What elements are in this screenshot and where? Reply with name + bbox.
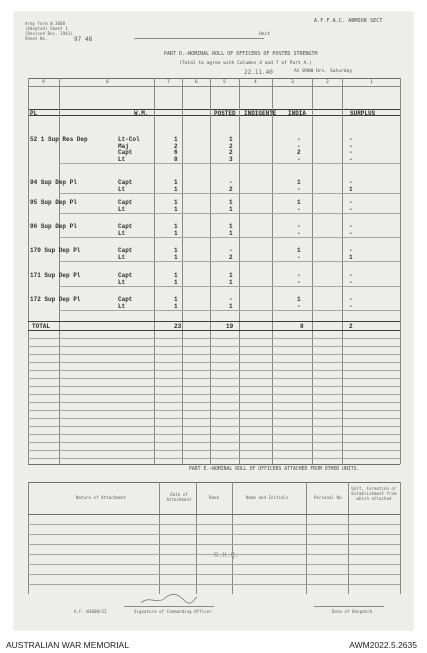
posted-value: 1: [229, 136, 233, 143]
column-number: 5: [223, 80, 226, 85]
column-number: 2: [326, 80, 329, 85]
wm-value: 1: [174, 296, 178, 303]
posted-value: 2: [229, 185, 233, 193]
indigente-value: -: [297, 155, 301, 163]
posted-value: 3: [229, 155, 233, 163]
indigente-value: 1: [297, 179, 301, 186]
ruled-line: [28, 354, 400, 355]
indigente-value: -: [297, 185, 301, 193]
unit-name: 95 Sup Dep Pl: [30, 199, 77, 206]
officer-rank: Lt: [118, 185, 126, 193]
wm-value: 1: [174, 247, 178, 254]
date-of-despatch-label: Date of Despatch: [332, 609, 373, 614]
posted-value: 1: [229, 302, 233, 310]
indigente-value: 1: [297, 247, 301, 254]
surplus-value: -: [349, 229, 353, 237]
officer-rank: Capt: [118, 247, 133, 254]
unit-name: 172 Sup Dep Pl: [30, 296, 81, 303]
officer-rank: Lt-Col: [118, 136, 140, 143]
wm-value: 6: [174, 149, 178, 157]
part-e-title: PART E.—NOMINAL ROLL OF OFFICERS ATTACHED FROM OTHER UNITS.: [189, 467, 360, 472]
header-surplus: SURPLUS: [350, 110, 376, 117]
ruled-line: [28, 434, 400, 435]
wm-value: 1: [174, 136, 178, 143]
posted-value: 1: [229, 278, 233, 286]
column-number: 8: [106, 80, 109, 85]
footer-institution: AUSTRALIAN WAR MEMORIAL: [6, 640, 129, 650]
officer-rank: Capt: [118, 179, 133, 186]
posted-value: 1: [229, 205, 233, 213]
indigente-value: -: [297, 223, 301, 230]
indigente-value: -: [297, 302, 301, 310]
posted-value: -: [229, 296, 233, 303]
ruled-line: [28, 534, 400, 535]
faint-stamp: G.H.Q.: [214, 552, 240, 560]
part-e-col-personal: Personal No.: [314, 495, 345, 500]
ruled-line: [28, 564, 400, 565]
officer-rank: Lt: [118, 155, 126, 163]
surplus-value: -: [349, 205, 353, 213]
part-d-subtitle: (Total to agree with Columns 4 and 7 of Part A.): [179, 61, 312, 66]
posted-value: 2: [229, 149, 233, 157]
wm-value: 1: [174, 185, 178, 193]
indigente-value: -: [297, 278, 301, 286]
wm-value: 2: [174, 142, 178, 150]
army-form-line2: (Adopted) Sheet 1: [25, 26, 68, 31]
part-e-col-nature: Nature of Attachment: [76, 495, 127, 500]
officer-rank: Lt: [118, 229, 126, 237]
indigente-value: -: [297, 229, 301, 237]
handwritten-number: 97 48: [74, 36, 93, 43]
ruled-line: [28, 584, 400, 585]
form-code: A.F. W3008/22: [74, 609, 107, 614]
total-wm: 23: [174, 323, 182, 330]
officer-rank: Capt: [118, 199, 133, 206]
ruled-line: [28, 362, 400, 363]
posted-value: 1: [229, 272, 233, 279]
unit-label: Unit: [259, 32, 271, 37]
indigente-value: -: [297, 272, 301, 279]
wm-value: 8: [174, 155, 178, 163]
officer-rank: Capt: [118, 272, 133, 279]
posted-value: 1: [229, 223, 233, 230]
surplus-value: 1: [349, 253, 353, 261]
header-india: INDIA: [288, 110, 307, 117]
column-number: 6: [195, 80, 198, 85]
ruled-line: [28, 386, 400, 387]
row-divider: [59, 310, 400, 311]
part-e-col-date: Date of Attachment: [166, 492, 192, 502]
surplus-value: -: [349, 199, 353, 206]
army-form-line1: Army Form W.3008: [25, 21, 66, 26]
header-stamp: A.F.F.A.C. ARMOUR SECT: [314, 18, 383, 24]
wm-value: 1: [174, 302, 178, 310]
column-number: 9: [42, 80, 45, 85]
surplus-value: -: [349, 272, 353, 279]
ruled-line: [28, 346, 400, 347]
part-d-title: PART D.—NOMINAL ROLL OF OFFICERS OF POSTED STRENGTH: [164, 51, 318, 57]
ruled-line: [28, 458, 400, 459]
column-number: 7: [167, 80, 170, 85]
wm-value: 1: [174, 272, 178, 279]
date-line: At 0900 Hrs. Saturday: [294, 69, 353, 74]
surplus-value: -: [349, 247, 353, 254]
posted-value: -: [229, 247, 233, 254]
indigente-value: -: [297, 142, 301, 150]
ruled-line: [28, 524, 400, 525]
wm-value: 1: [174, 179, 178, 186]
posted-value: 1: [229, 229, 233, 237]
wm-value: 1: [174, 199, 178, 206]
unit-name: 52 1 Sup Res Dep: [30, 136, 88, 143]
part-e-col-rank: Rank: [209, 495, 220, 500]
surplus-value: -: [349, 179, 353, 186]
row-divider: [59, 286, 400, 287]
total-posted: 19: [226, 323, 234, 330]
ruled-line: [28, 450, 400, 451]
posted-value: 1: [229, 199, 233, 206]
signature-label: Signature of Commanding Officer: [134, 609, 212, 614]
wm-value: 1: [174, 278, 178, 286]
column-number: 1: [370, 80, 373, 85]
header-wm: W.M.: [134, 110, 149, 117]
army-form-line4: Sheet No.: [25, 36, 48, 41]
column-number: 3: [291, 80, 294, 85]
form-sheet: [14, 12, 413, 630]
row-divider: [59, 193, 400, 194]
part-e-col-unit: Unit, Formation or Establishment from which attached: [351, 486, 397, 501]
officer-rank: Lt: [118, 302, 126, 310]
ruled-line: [28, 544, 400, 545]
signature-scribble: [139, 592, 199, 606]
officer-rank: Lt: [118, 278, 126, 286]
officer-rank: Capt: [118, 149, 133, 157]
ruled-line: [28, 410, 400, 411]
indigente-value: -: [297, 205, 301, 213]
army-form-line3: (Revised Dec. 1943): [25, 31, 73, 36]
officer-rank: Maj: [118, 142, 129, 150]
unit-name: 170 Sup Dep Pl: [30, 247, 81, 254]
indigente-value: 2: [297, 149, 301, 157]
surplus-value: -: [349, 278, 353, 286]
surplus-value: -: [349, 149, 353, 157]
ruled-line: [28, 418, 400, 419]
indigente-value: -: [297, 136, 301, 143]
row-divider: [59, 237, 400, 238]
ruled-line: [28, 574, 400, 575]
wm-value: 1: [174, 253, 178, 261]
unit-name: 94 Sup Dep Pl: [30, 179, 77, 186]
unit-name: 96 Sup Dep Pl: [30, 223, 77, 230]
surplus-value: -: [349, 136, 353, 143]
ruled-line: [28, 370, 400, 371]
posted-value: 2: [229, 253, 233, 261]
ruled-line: [28, 378, 400, 379]
officer-rank: Capt: [118, 223, 133, 230]
column-number: 4: [254, 80, 257, 85]
posted-value: -: [229, 179, 233, 186]
posted-value: 2: [229, 142, 233, 150]
officer-rank: Lt: [118, 253, 126, 261]
header-indigente: INDIGENTE: [244, 110, 277, 117]
indigente-value: -: [297, 253, 301, 261]
ruled-line: [28, 338, 400, 339]
total-label: TOTAL: [32, 323, 51, 330]
ruled-line: [28, 426, 400, 427]
surplus-value: -: [349, 155, 353, 163]
footer-accession: AWM2022.5.2635: [349, 640, 417, 650]
row-divider: [59, 261, 400, 262]
row-divider: [59, 213, 400, 214]
header-pl: PL: [30, 110, 38, 117]
row-divider: [59, 163, 400, 164]
surplus-value: 1: [349, 185, 353, 193]
officer-rank: Lt: [118, 205, 126, 213]
surplus-value: -: [349, 142, 353, 150]
unit-name: 171 Sup Dep Pl: [30, 272, 81, 279]
ruled-line: [28, 402, 400, 403]
indigente-value: 1: [297, 296, 301, 303]
surplus-value: -: [349, 296, 353, 303]
indigente-value: 1: [297, 199, 301, 206]
surplus-value: -: [349, 302, 353, 310]
surplus-value: -: [349, 223, 353, 230]
date-value: 22.11.40: [244, 69, 273, 76]
wm-value: 1: [174, 223, 178, 230]
officer-rank: Capt: [118, 296, 133, 303]
header-posted: POSTED: [214, 110, 236, 117]
total-indigente: 8: [300, 323, 304, 330]
ruled-line: [28, 394, 400, 395]
ruled-line: [28, 442, 400, 443]
part-e-col-name: Name and Initials: [246, 495, 289, 500]
total-surplus: 2: [349, 323, 353, 330]
wm-value: 1: [174, 205, 178, 213]
wm-value: 1: [174, 229, 178, 237]
